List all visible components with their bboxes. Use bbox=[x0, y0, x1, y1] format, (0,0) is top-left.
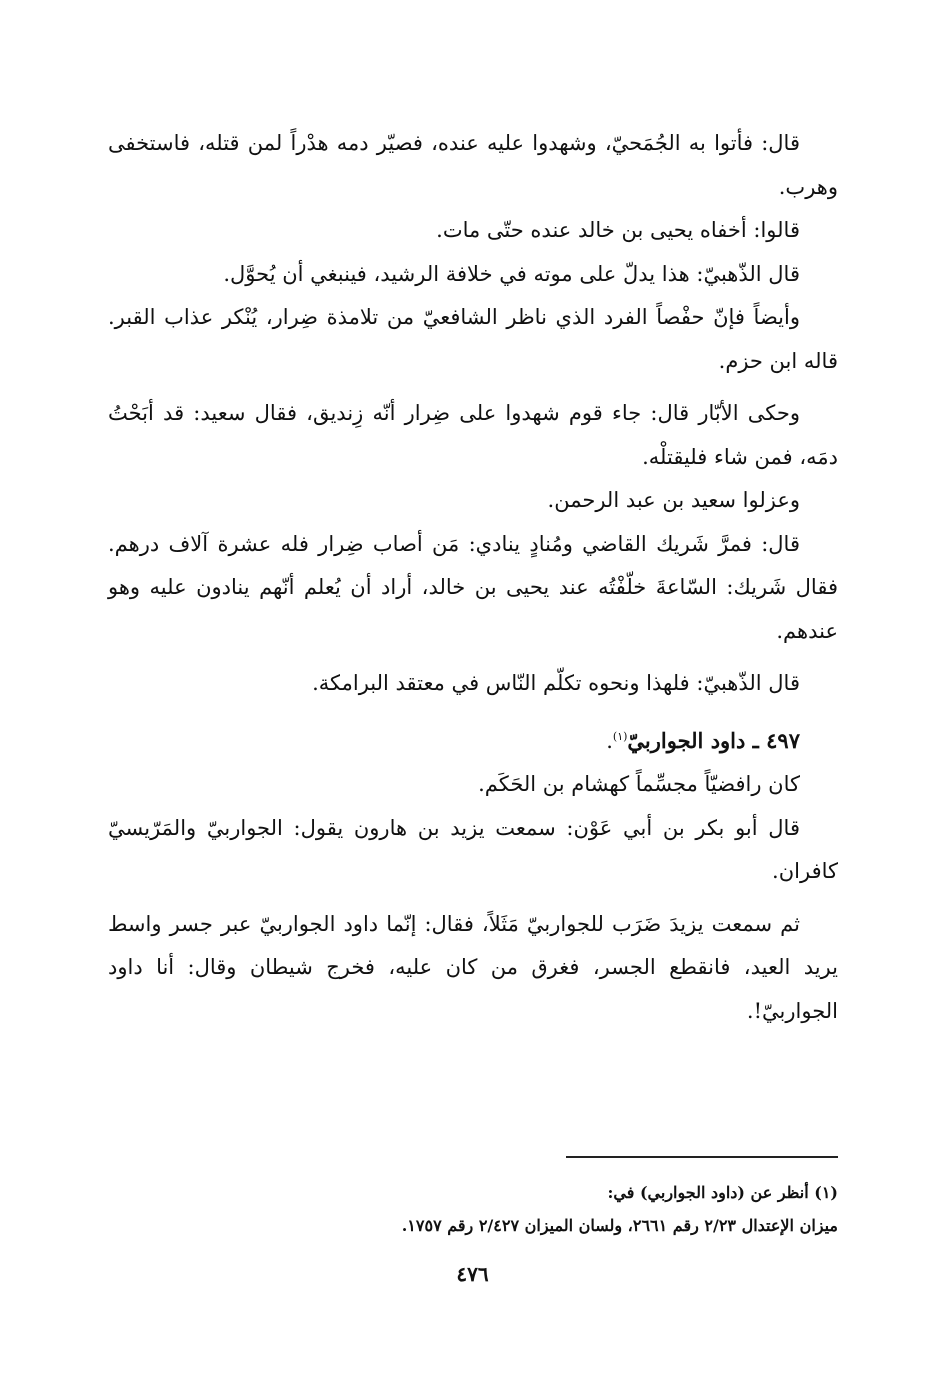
paragraph: قال الذّهبيّ: هذا يدلّ على موته في خلافة الرشيد، فينبغي أن يُحوَّل. bbox=[223, 261, 800, 286]
paragraph: قال: فمرَّ شَريك القاضي ومُنادٍ ينادي: مَن أصاب ضِرار فله عشرة آلاف درهم. فقال شَريك: السّاعةَ خلّفْتُه عند يحيى بن خالد، أراد أن يُعلم أنّهم ينادون عليه وهو عندهم. bbox=[108, 531, 838, 643]
page-number: ٤٧٦ bbox=[456, 1262, 489, 1286]
entry-heading bbox=[108, 715, 838, 764]
footnote-ref: (١) bbox=[612, 729, 628, 743]
main-text bbox=[108, 122, 838, 1033]
paragraph: قالوا: أخفاه يحيى بن خالد عنده حتّى مات. bbox=[436, 218, 800, 242]
footnotes bbox=[108, 1176, 838, 1242]
footnote-line: ميزان الإعتدال ٢/٢٣ رقم ٢٦٦١، ولسان الميزان ٢/٤٢٧ رقم ١٧٥٧. bbox=[401, 1216, 838, 1235]
paragraph: وأيضاً فإنّ حفْصاً الفرد الذي ناظر الشافعيّ من تلامذة ضِرار، يُنْكر عذاب القبر. قاله ابن حزم. bbox=[108, 305, 838, 373]
paragraph: كان رافضيّاً مجسِّماً كهشام بن الحَكَم. bbox=[478, 772, 800, 796]
footnote-divider bbox=[566, 1156, 838, 1158]
entry-heading-title: ٤٩٧ ـ داود الجواربيّ bbox=[627, 727, 800, 753]
paragraph: وعزلوا سعيد بن عبد الرحمن. bbox=[547, 488, 800, 512]
paragraph: قال الذّهبيّ: فلهذا ونحوه تكلّم النّاس في معتقد البرامكة. bbox=[312, 671, 800, 695]
paragraph: ثم سمعت يزيدَ ضَرَب للجواربيّ مَثَلاً، فقال: إنّما داود الجواربيّ عبر جسر واسط يريد العيد، فانقطع الجسر، فغرق من كان عليه، فخرج شيطان وقال: أنا داود الجواربيّ!. bbox=[108, 911, 838, 1023]
paragraph: قال أبو بكر بن أبي عَوْن: سمعت يزيد بن هارون يقول: الجواربيّ والمَرّيسيّ كافران. bbox=[108, 815, 838, 883]
footnote-line: (١) أنظر عن (داود الجواربي) في: bbox=[607, 1183, 838, 1202]
entry-heading-end: . bbox=[606, 728, 613, 753]
paragraph: قال: فأتوا به الجُمَحيّ، وشهدوا عليه عنده، فصيّر دمه هدْراً لمن قتله، فاستخفى وهرب. bbox=[108, 131, 838, 199]
paragraph: وحكى الأبّار قال: جاء قوم شهدوا على ضِرار أنّه زِنديق، فقال سعيد: قد أبَحْتُ دمَه، فمن شاء فليقتلْه. bbox=[108, 401, 838, 469]
